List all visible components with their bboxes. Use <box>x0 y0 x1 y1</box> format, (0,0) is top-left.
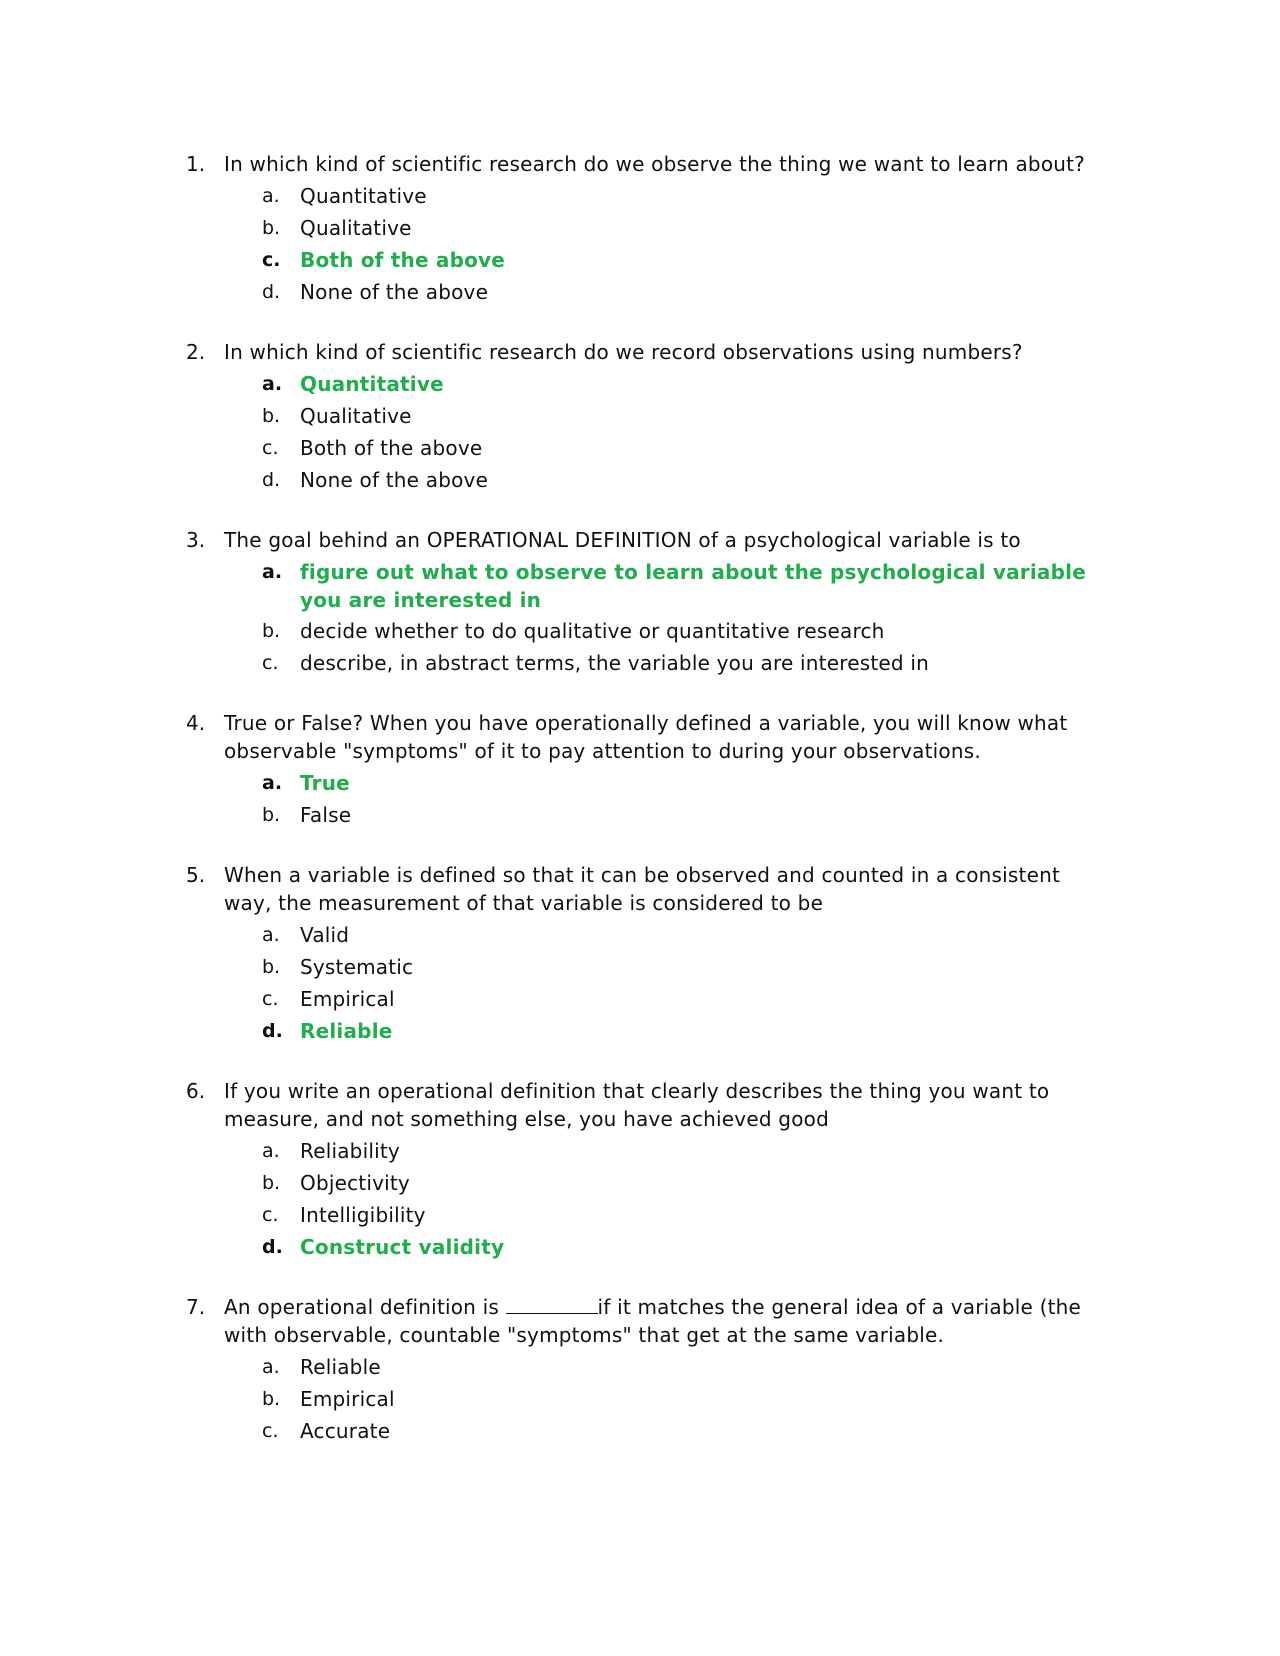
option-item <box>262 180 1106 212</box>
option-item <box>262 1199 1106 1231</box>
option-list <box>262 1351 1106 1447</box>
option-text: Qualitative <box>300 216 412 240</box>
option-item <box>262 212 1106 244</box>
option-item <box>262 647 1106 679</box>
option-text: None of the above <box>300 468 489 492</box>
option-item <box>262 556 1106 615</box>
option-letter: c. <box>262 652 279 674</box>
option-item <box>262 1015 1106 1047</box>
option-item <box>262 400 1106 432</box>
option-letter: a. <box>262 924 280 946</box>
option-item <box>262 244 1106 276</box>
option-text: Both of the above <box>300 248 506 272</box>
option-letter: c. <box>262 1204 279 1226</box>
option-letter: b. <box>262 620 281 642</box>
option-letter: a. <box>262 373 283 395</box>
option-text: None of the above <box>300 280 489 304</box>
question-text: True or False? When you have operationally defined a variable, you will know what observable "symptoms" of it to pay attention to during your observations. <box>224 711 1068 763</box>
option-text: Systematic <box>300 955 414 979</box>
question-number: 3. <box>186 528 206 552</box>
option-letter: d. <box>262 469 281 491</box>
option-letter: d. <box>262 1236 283 1258</box>
question-6 <box>186 1077 1106 1263</box>
option-text: Reliability <box>300 1139 400 1163</box>
option-text: True <box>300 771 350 795</box>
option-letter: c. <box>262 249 281 271</box>
option-item <box>262 1231 1106 1263</box>
option-list <box>262 1135 1106 1263</box>
option-list <box>262 368 1106 496</box>
option-item <box>262 464 1106 496</box>
question-text: If you write an operational definition that clearly describes the thing you want to measure, and not something else, you have achieved good <box>224 1079 1050 1131</box>
question-number: 4. <box>186 711 206 735</box>
option-item <box>262 276 1106 308</box>
option-letter: c. <box>262 1420 279 1442</box>
question-number: 7. <box>186 1295 206 1319</box>
option-item <box>262 1351 1106 1383</box>
option-item <box>262 767 1106 799</box>
option-text: Intelligibility <box>300 1203 426 1227</box>
question-5 <box>186 861 1106 1047</box>
option-item <box>262 799 1106 831</box>
option-text: Both of the above <box>300 436 483 460</box>
option-text: Accurate <box>300 1419 391 1443</box>
option-item <box>262 1415 1106 1447</box>
question-text: In which kind of scientific research do we record observations using numbers? <box>224 340 1023 364</box>
option-text: figure out what to observe to learn about the psychological variable you are interested in <box>300 560 1086 612</box>
option-list <box>262 556 1106 679</box>
option-item <box>262 368 1106 400</box>
question-text-before-blank: An operational definition is <box>224 1295 506 1319</box>
question-7 <box>186 1293 1106 1447</box>
option-text: Empirical <box>300 987 395 1011</box>
fill-in-blank <box>506 1293 598 1314</box>
question-text-after-blank: if it matches the general idea of a variable (the with observable, countable "symptoms" that get at the same variable. <box>224 1295 1082 1347</box>
option-item <box>262 983 1106 1015</box>
option-letter: b. <box>262 405 281 427</box>
option-letter: a. <box>262 185 280 207</box>
option-text: decide whether to do qualitative or quantitative research <box>300 619 885 643</box>
option-item <box>262 919 1106 951</box>
option-text: Quantitative <box>300 184 427 208</box>
option-letter: d. <box>262 1020 283 1042</box>
question-text <box>224 1293 1106 1349</box>
option-letter: c. <box>262 437 279 459</box>
option-letter: a. <box>262 1140 280 1162</box>
question-number: 6. <box>186 1079 206 1103</box>
question-text: The goal behind an OPERATIONAL DEFINITION of a psychological variable is to <box>224 528 1021 552</box>
option-letter: b. <box>262 1388 281 1410</box>
question-text: In which kind of scientific research do we observe the thing we want to learn about? <box>224 152 1085 176</box>
option-item <box>262 951 1106 983</box>
question-number: 2. <box>186 340 206 364</box>
question-1 <box>186 150 1106 308</box>
option-list <box>262 180 1106 308</box>
option-item <box>262 1383 1106 1415</box>
option-item <box>262 1135 1106 1167</box>
option-text: False <box>300 803 352 827</box>
question-3 <box>186 526 1106 679</box>
option-text: describe, in abstract terms, the variable you are interested in <box>300 651 929 675</box>
option-letter: a. <box>262 561 283 583</box>
option-list <box>262 767 1106 831</box>
option-text: Construct validity <box>300 1235 505 1259</box>
question-text: When a variable is defined so that it can be observed and counted in a consistent way, the measurement of that variable is considered to be <box>224 863 1061 915</box>
question-list <box>186 150 1106 1477</box>
option-item <box>262 615 1106 647</box>
option-list <box>262 919 1106 1047</box>
question-2 <box>186 338 1106 496</box>
option-letter: b. <box>262 956 281 978</box>
option-letter: b. <box>262 217 281 239</box>
question-number: 5. <box>186 863 206 887</box>
option-text: Quantitative <box>300 372 444 396</box>
option-item <box>262 432 1106 464</box>
option-text: Objectivity <box>300 1171 410 1195</box>
option-text: Reliable <box>300 1019 393 1043</box>
option-text: Valid <box>300 923 350 947</box>
option-item <box>262 1167 1106 1199</box>
option-letter: d. <box>262 281 281 303</box>
option-text: Empirical <box>300 1387 395 1411</box>
option-letter: b. <box>262 804 281 826</box>
option-text: Qualitative <box>300 404 412 428</box>
option-letter: b. <box>262 1172 281 1194</box>
option-text: Reliable <box>300 1355 381 1379</box>
option-letter: a. <box>262 1356 280 1378</box>
option-letter: a. <box>262 772 283 794</box>
question-4 <box>186 709 1106 831</box>
option-letter: c. <box>262 988 279 1010</box>
question-number: 1. <box>186 152 206 176</box>
